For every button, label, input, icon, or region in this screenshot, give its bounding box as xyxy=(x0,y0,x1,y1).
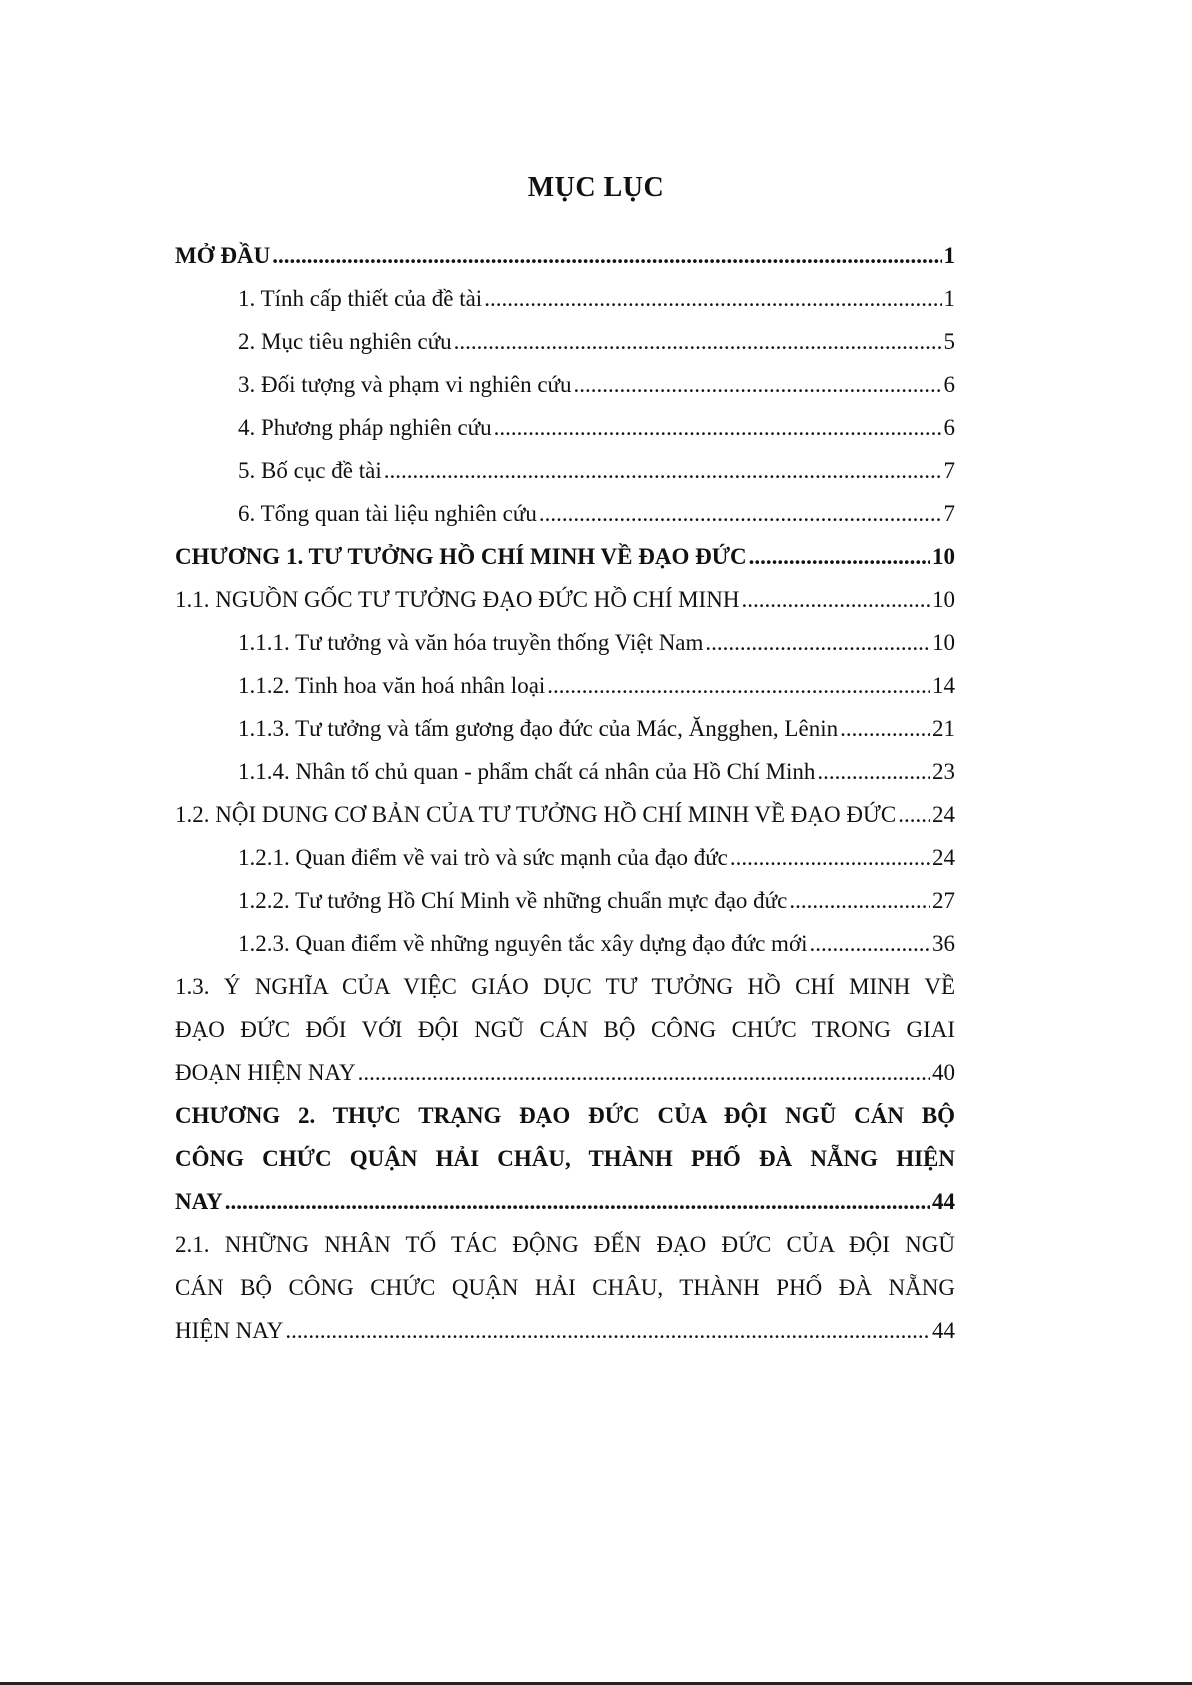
toc-entry-title: HIỆN NAY xyxy=(175,1318,284,1343)
toc-entry-line: CÁN BỘ CÔNG CHỨC QUẬN HẢI CHÂU, THÀNH PHỐ ĐÀ NẴNG xyxy=(175,1275,955,1300)
toc-entry[interactable] xyxy=(175,234,955,277)
toc-entry-title: 1.2.3. Quan điểm về những nguyên tắc xây dựng đạo đức mới xyxy=(238,931,808,956)
dot-leader xyxy=(484,277,941,320)
toc-entry-line xyxy=(175,836,955,879)
toc-entry[interactable] xyxy=(175,277,955,320)
dot-leader xyxy=(898,793,930,836)
toc-page-number: 1 xyxy=(943,243,955,268)
toc-entry[interactable] xyxy=(175,621,955,664)
toc-entry-line xyxy=(175,406,955,449)
toc-entry-title: 3. Đối tượng và phạm vi nghiên cứu xyxy=(238,372,572,397)
toc-entry-line xyxy=(175,793,955,836)
dot-leader xyxy=(574,363,942,406)
dot-leader xyxy=(741,578,930,621)
toc-entry[interactable] xyxy=(175,1223,955,1352)
toc-entry-line xyxy=(175,621,955,664)
toc-entry[interactable] xyxy=(175,922,955,965)
toc-entry[interactable] xyxy=(175,578,955,621)
toc-entry-line xyxy=(175,492,955,535)
dot-leader xyxy=(810,922,931,965)
page-title: MỤC LỤC xyxy=(527,172,665,203)
toc-page-number: 21 xyxy=(932,716,955,741)
toc-entry-title: 6. Tổng quan tài liệu nghiên cứu xyxy=(238,501,537,526)
dot-leader xyxy=(358,1051,930,1094)
toc-entry[interactable] xyxy=(175,363,955,406)
toc-entry-line xyxy=(175,1051,955,1094)
toc-entry-line xyxy=(175,578,955,621)
toc-entry-line: CÔNG CHỨC QUẬN HẢI CHÂU, THÀNH PHỐ ĐÀ NẴNG HIỆN xyxy=(175,1146,955,1171)
toc-entry[interactable] xyxy=(175,320,955,363)
toc-entry-line: 1.3. Ý NGHĨA CỦA VIỆC GIÁO DỤC TƯ TƯỞNG HỒ CHÍ MINH VỀ xyxy=(175,974,955,999)
toc-entry-line xyxy=(175,707,955,750)
toc-entry-title: ĐOẠN HIỆN NAY xyxy=(175,1060,356,1085)
toc-entry[interactable] xyxy=(175,535,955,578)
toc-page-number: 6 xyxy=(943,415,955,440)
toc-entry-line xyxy=(175,750,955,793)
toc-entry-line xyxy=(175,449,955,492)
toc-entry-line xyxy=(175,363,955,406)
toc-entry-title: 1.1.1. Tư tưởng và văn hóa truyền thống Việt Nam xyxy=(238,630,704,655)
dot-leader xyxy=(494,406,942,449)
dot-leader xyxy=(285,1309,930,1352)
toc-entry-title: 1. Tính cấp thiết của đề tài xyxy=(238,286,483,311)
toc-entry-title: 5. Bố cục đề tài xyxy=(238,458,382,483)
dot-leader xyxy=(840,707,930,750)
toc-page-number: 40 xyxy=(932,1060,955,1085)
toc-entry[interactable] xyxy=(175,664,955,707)
toc-page-number: 27 xyxy=(932,888,955,913)
toc-entry-title: 1.1. NGUỒN GỐC TƯ TƯỞNG ĐẠO ĐỨC HỒ CHÍ MINH xyxy=(175,587,740,612)
toc-entry-line xyxy=(175,535,955,578)
toc-entry[interactable] xyxy=(175,1094,955,1223)
toc-entry-title: 1.2.1. Quan điểm về vai trò và sức mạnh của đạo đức xyxy=(238,845,728,870)
dot-leader xyxy=(454,320,942,363)
toc-page-number: 7 xyxy=(943,501,955,526)
dot-leader xyxy=(789,879,930,922)
toc-entry-line xyxy=(175,664,955,707)
toc-entry-line: CHƯƠNG 2. THỰC TRẠNG ĐẠO ĐỨC CỦA ĐỘI NGŨ CÁN BỘ xyxy=(175,1103,955,1128)
dot-leader xyxy=(547,664,930,707)
dot-leader xyxy=(749,535,930,578)
toc-entry-line xyxy=(175,879,955,922)
toc-page-number: 1 xyxy=(943,286,955,311)
toc-entry-line: ĐẠO ĐỨC ĐỐI VỚI ĐỘI NGŨ CÁN BỘ CÔNG CHỨC TRONG GIAI xyxy=(175,1017,955,1042)
toc-entry-line: 2.1. NHỮNG NHÂN TỐ TÁC ĐỘNG ĐẾN ĐẠO ĐỨC CỦA ĐỘI NGŨ xyxy=(175,1232,955,1257)
toc-entry-title: 1.1.3. Tư tưởng và tấm gương đạo đức của Mác, Ăngghen, Lênin xyxy=(238,716,839,741)
toc-entry-line xyxy=(175,922,955,965)
toc-entry-line xyxy=(175,234,955,277)
dot-leader xyxy=(272,234,941,277)
dot-leader xyxy=(225,1180,930,1223)
toc-page-number: 7 xyxy=(943,458,955,483)
toc-entry[interactable] xyxy=(175,406,955,449)
toc-page-number: 6 xyxy=(943,372,955,397)
toc-entry-line xyxy=(175,1180,955,1223)
toc-entry-title: 1.1.2. Tinh hoa văn hoá nhân loại xyxy=(238,673,546,698)
toc-entry-title: NAY xyxy=(175,1189,223,1214)
dot-leader xyxy=(817,750,930,793)
toc-page-number: 44 xyxy=(932,1318,955,1343)
dot-leader xyxy=(705,621,930,664)
toc-entry-title: 2. Mục tiêu nghiên cứu xyxy=(238,329,452,354)
toc-entry-line xyxy=(175,1309,955,1352)
dot-leader xyxy=(384,449,942,492)
toc-page-number: 24 xyxy=(932,802,955,827)
toc-entry[interactable] xyxy=(175,879,955,922)
toc-page-number: 24 xyxy=(932,845,955,870)
dot-leader xyxy=(539,492,942,535)
toc-entry[interactable] xyxy=(175,707,955,750)
toc-page-number: 14 xyxy=(932,673,955,698)
toc-entry[interactable] xyxy=(175,492,955,535)
toc-page-number: 10 xyxy=(932,544,955,569)
toc-page-number: 10 xyxy=(932,630,955,655)
toc-entry-title: 1.2.2. Tư tưởng Hồ Chí Minh về những chuẩn mực đạo đức xyxy=(238,888,788,913)
toc-page-number: 10 xyxy=(932,587,955,612)
table-of-contents xyxy=(175,234,955,1352)
toc-page-number: 44 xyxy=(932,1189,955,1214)
toc-entry-line xyxy=(175,320,955,363)
toc-entry[interactable] xyxy=(175,836,955,879)
toc-entry[interactable] xyxy=(175,449,955,492)
toc-entry-title: 4. Phương pháp nghiên cứu xyxy=(238,415,492,440)
toc-entry[interactable] xyxy=(175,750,955,793)
toc-entry[interactable] xyxy=(175,793,955,836)
toc-entry-title: 1.1.4. Nhân tố chủ quan - phẩm chất cá nhân của Hồ Chí Minh xyxy=(238,759,816,784)
toc-entry-line xyxy=(175,277,955,320)
toc-entry-title: CHƯƠNG 1. TƯ TƯỞNG HỒ CHÍ MINH VỀ ĐẠO ĐỨC xyxy=(175,544,747,569)
toc-entry-title: 1.2. NỘI DUNG CƠ BẢN CỦA TƯ TƯỞNG HỒ CHÍ MINH VỀ ĐẠO ĐỨC xyxy=(175,802,897,827)
toc-entry[interactable] xyxy=(175,965,955,1094)
dot-leader xyxy=(730,836,930,879)
toc-page-number: 36 xyxy=(932,931,955,956)
toc-entry-title: MỞ ĐẦU xyxy=(175,243,271,268)
toc-page-number: 5 xyxy=(943,329,955,354)
toc-page-number: 23 xyxy=(932,759,955,784)
